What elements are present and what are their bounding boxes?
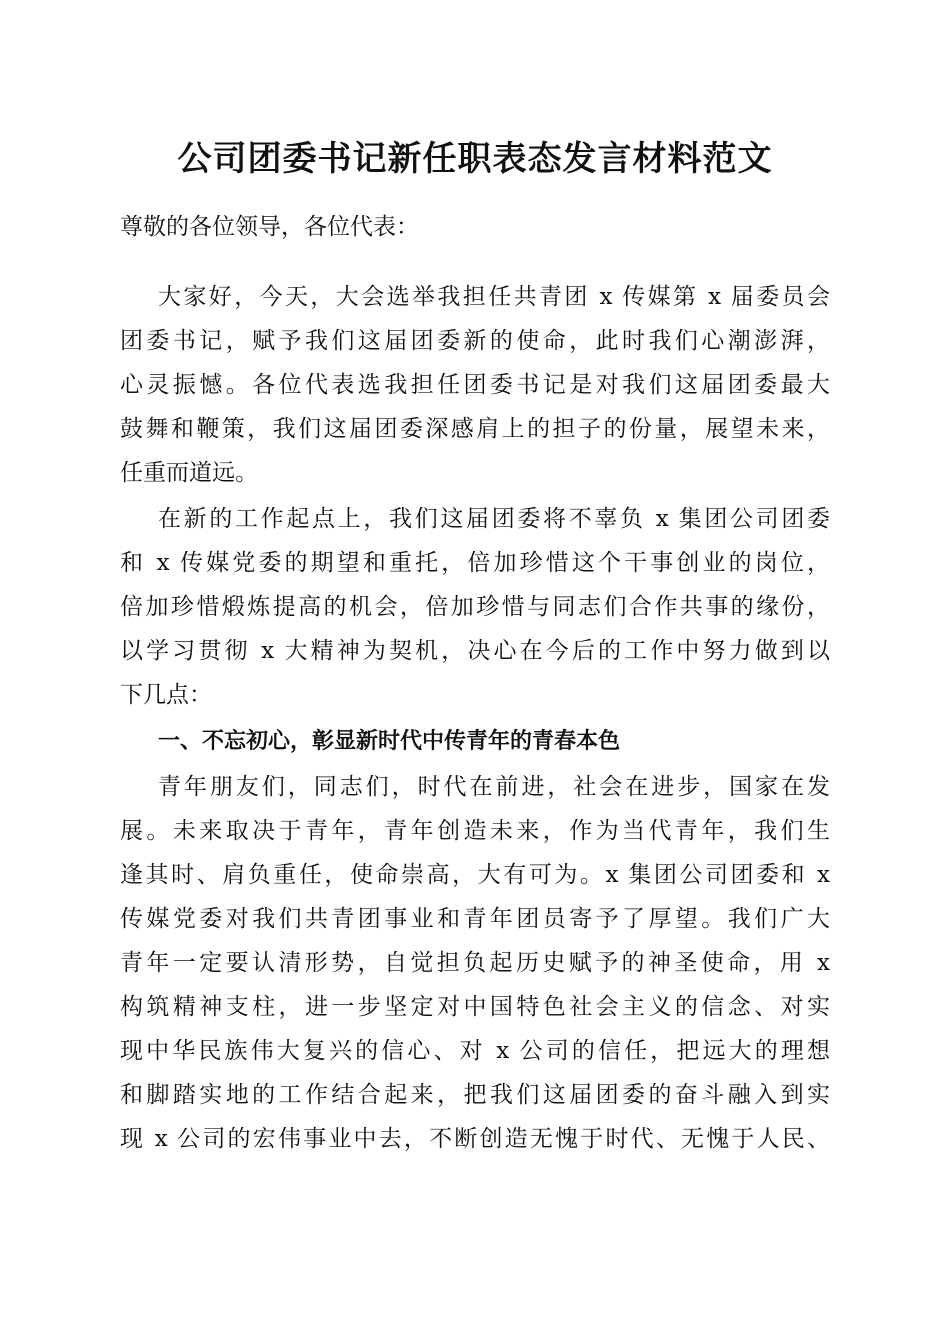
body-line: 团委书记，赋予我们这届团委新的使命，此时我们心潮澎湃， <box>120 328 830 354</box>
body-line: 现 x 公司的宏伟事业中去，不断创造无愧于时代、无愧于人民、 <box>120 1126 830 1152</box>
body-line: 构筑精神支柱，进一步坚定对中国特色社会主义的信念、对实 <box>120 994 830 1020</box>
body-line: 任重而道远。 <box>120 460 258 486</box>
body-line: 展。未来取决于青年，青年创造未来，作为当代青年，我们生 <box>120 818 830 844</box>
body-line: 心灵振憾。各位代表选我担任团委书记是对我们这届团委最大 <box>120 372 830 398</box>
body-line: 现中华民族伟大复兴的信心、对 x 公司的信任，把远大的理想 <box>120 1038 830 1064</box>
body-line: 逢其时、肩负重任，使命崇高，大有可为。x 集团公司团委和 x <box>120 862 830 888</box>
body-line: 鼓舞和鞭策，我们这届团委深感肩上的担子的份量，展望未来， <box>120 416 830 442</box>
body-line: 大家好，今天，大会选举我担任共青团 x 传媒第 x 届委员会 <box>158 284 830 310</box>
body-line: 以学习贯彻 x 大精神为契机，决心在今后的工作中努力做到以 <box>120 638 830 664</box>
body-line: 青年朋友们，同志们，时代在前进，社会在进步，国家在发 <box>158 774 830 800</box>
body-line: 青年一定要认清形势，自觉担负起历史赋予的神圣使命，用 x <box>120 950 830 976</box>
body-line: 倍加珍惜煅炼提高的机会，倍加珍惜与同志们合作共事的缘份， <box>120 594 830 620</box>
body-line: 和脚踏实地的工作结合起来，把我们这届团委的奋斗融入到实 <box>120 1082 830 1108</box>
body-line: 和 x 传媒党委的期望和重托，倍加珍惜这个干事创业的岗位， <box>120 550 830 576</box>
body-line: 传媒党委对我们共青团事业和青年团员寄予了厚望。我们广大 <box>120 906 830 932</box>
section-heading: 一、不忘初心，彰显新时代中传青年的青春本色 <box>158 729 621 754</box>
salutation-line: 尊敬的各位领导，各位代表： <box>120 214 419 240</box>
body-line: 在新的工作起点上，我们这届团委将不辜负 x 集团公司团委 <box>158 506 830 532</box>
document-title: 公司团委书记新任职表态发言材料范文 <box>177 139 773 179</box>
body-line: 下几点： <box>120 682 212 708</box>
